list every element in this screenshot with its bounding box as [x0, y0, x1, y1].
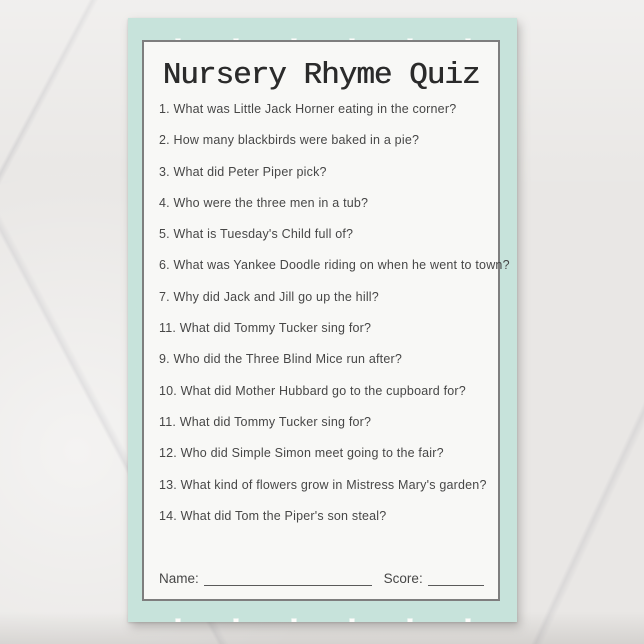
score-blank-line [428, 570, 484, 586]
quiz-card [128, 18, 517, 622]
question-list [144, 94, 510, 532]
name-blank-line [204, 570, 372, 586]
quiz-question: 2. How many blackbirds were baked in a pie? [159, 133, 420, 148]
quiz-question: 3. What did Peter Piper pick? [159, 164, 327, 179]
quiz-question: 13. What kind of flowers grow in Mistress Mary's garden? [159, 477, 487, 492]
quiz-title: Nursery Rhyme Quiz [162, 58, 480, 93]
quiz-question: 6. What was Yankee Doodle riding on when he went to town? [159, 258, 510, 273]
quiz-question: 10. What did Mother Hubbard go to the cupboard for? [159, 383, 466, 398]
quiz-question: 1. What was Little Jack Horner eating in the corner? [159, 102, 457, 116]
quiz-question: 7. Why did Jack and Jill go up the hill? [159, 289, 379, 304]
quiz-question: 9. Who did the Three Blind Mice run after? [159, 352, 403, 367]
quiz-question: 4. Who were the three men in a tub? [159, 195, 369, 210]
name-score-row [159, 570, 484, 586]
name-label: Name: [159, 571, 199, 586]
quiz-question: 11. What did Tommy Tucker sing for? [159, 414, 372, 429]
quiz-question: 14. What did Tom the Piper's son steal? [159, 508, 387, 523]
quiz-question: 11. What did Tommy Tucker sing for? [159, 321, 372, 336]
quiz-panel [142, 40, 510, 601]
quiz-question: 12. Who did Simple Simon meet going to the fair? [159, 446, 444, 461]
quiz-question: 5. What is Tuesday's Child full of? [159, 227, 354, 242]
score-label: Score: [383, 571, 423, 586]
